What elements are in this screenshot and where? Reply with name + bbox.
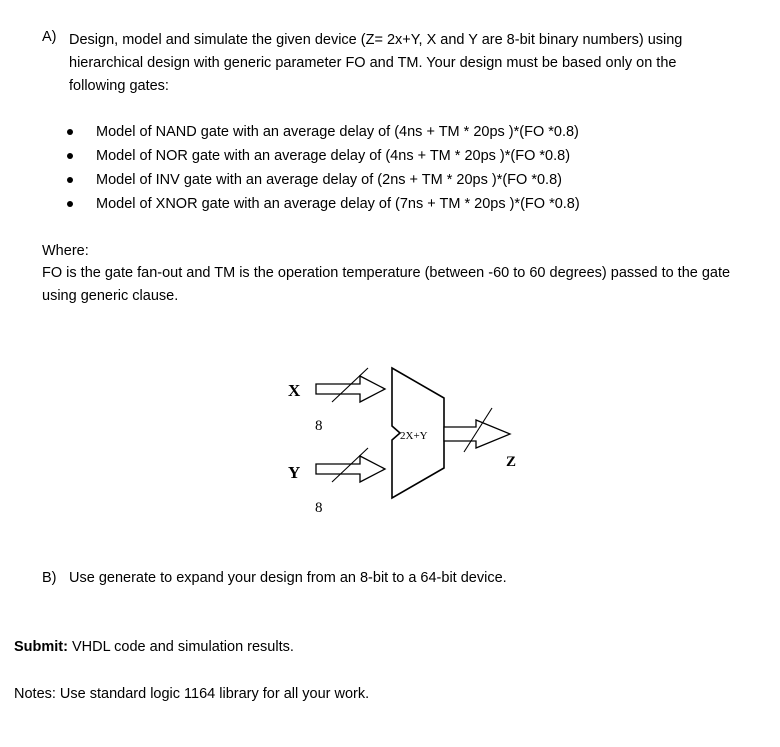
bullet-icon — [67, 129, 73, 135]
gate-nand-text: Model of NAND gate with an average delay of (4ns + TM * 20ps )*(FO *0.8) — [96, 124, 579, 140]
list-item — [65, 120, 580, 144]
bullet-icon — [67, 177, 73, 183]
gate-list — [65, 120, 580, 216]
gate-inv-text: Model of INV gate with an average delay of (2ns + TM * 20ps )*(FO *0.8) — [96, 172, 562, 188]
width-y-label: 8 — [315, 500, 323, 516]
gate-xnor-text: Model of XNOR gate with an average delay of (7ns + TM * 20ps )*(FO *0.8) — [96, 196, 580, 212]
list-item — [65, 144, 580, 168]
part-a-label: A) — [42, 29, 57, 45]
output-arrow — [444, 420, 510, 448]
part-b-label: B) — [42, 570, 57, 586]
input-x-arrow — [316, 376, 385, 402]
where-text: FO is the gate fan-out and TM is the operation temperature (between -60 to 60 degrees) passed to the gate using generic clause. — [42, 265, 731, 304]
part-b-text: Use generate to expand your design from an 8-bit to a 64-bit device. — [69, 570, 507, 586]
submit-line — [14, 636, 294, 659]
notes-text: Notes: Use standard logic 1164 library for all your work. — [14, 686, 370, 702]
list-item — [65, 192, 580, 216]
part-a-text: Design, model and simulate the given device (Z= 2x+Y, X and Y are 8-bit binary numbers) using hierarchical design with generic parameter FO and TM. Your design must be based only on the following gates: — [69, 32, 683, 94]
device-diagram — [280, 360, 530, 520]
function-label: 2X+Y — [400, 430, 428, 442]
input-y-label: Y — [288, 463, 301, 482]
submit-text: VHDL code and simulation results. — [67, 639, 294, 655]
where-heading: Where: — [42, 243, 89, 259]
gate-nor-text: Model of NOR gate with an average delay of (4ns + TM * 20ps )*(FO *0.8) — [96, 148, 571, 164]
submit-label: Submit: — [14, 639, 68, 655]
output-z-label: Z — [506, 454, 517, 470]
input-x-label: X — [288, 381, 301, 400]
list-item — [65, 168, 580, 192]
bullet-icon — [67, 201, 73, 207]
input-y-arrow — [316, 456, 385, 482]
width-x-label: 8 — [315, 418, 323, 434]
bullet-icon — [67, 153, 73, 159]
